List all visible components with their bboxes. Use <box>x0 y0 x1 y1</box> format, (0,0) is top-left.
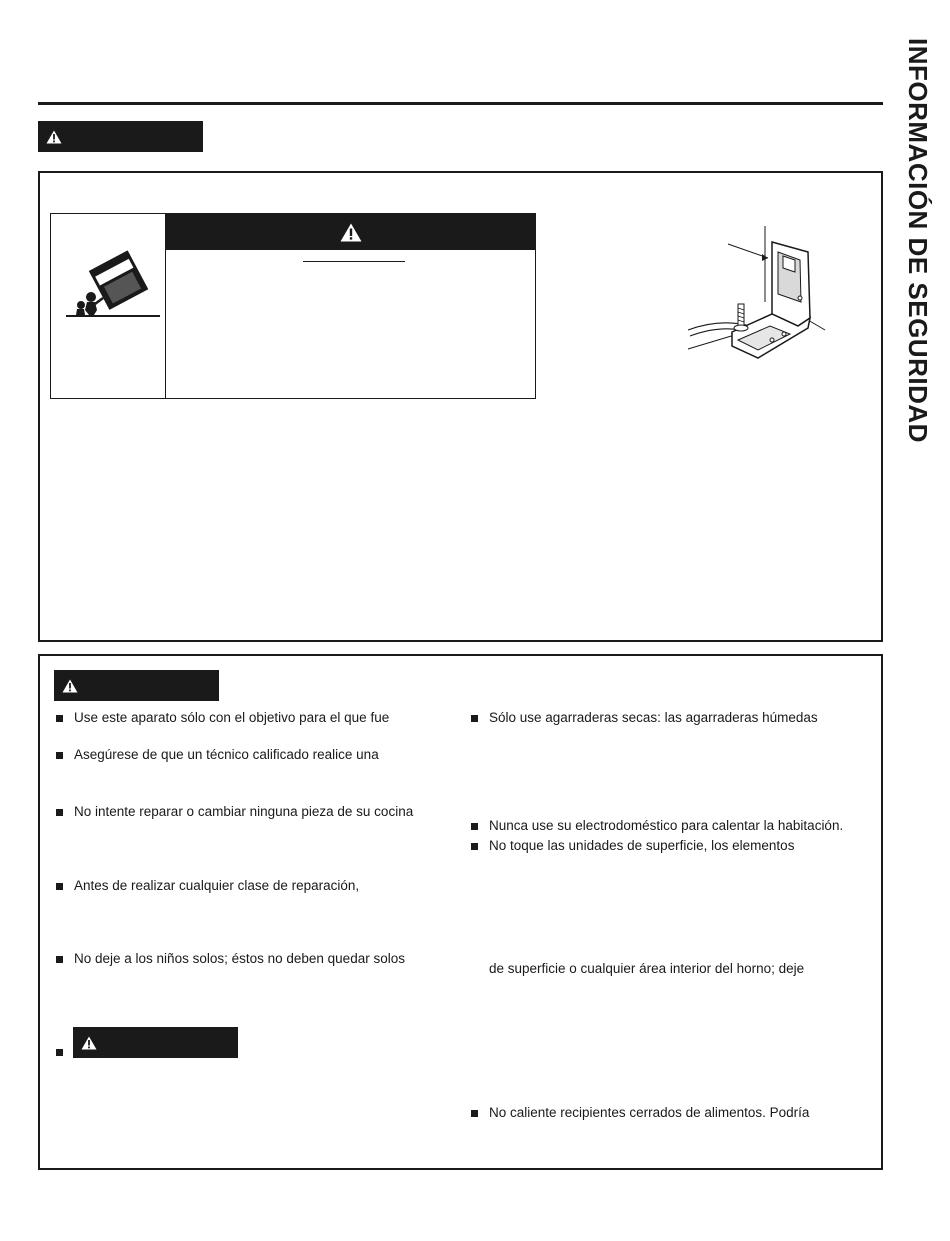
bullet-icon <box>471 715 478 722</box>
list-item: No deje a los niños solos; éstos no deben quedar solos <box>74 951 405 966</box>
warning-label-safety <box>54 670 219 701</box>
tip-over-warning-box <box>50 213 536 399</box>
list-item: Nunca use su electrodoméstico para calentar la habitación. <box>489 818 844 833</box>
bullet-icon <box>56 883 63 890</box>
warning-triangle-icon <box>340 223 362 242</box>
list-item: Sólo use agarraderas secas: las agarraderas húmedas <box>489 710 818 725</box>
warning-header-bar <box>166 214 535 250</box>
heading-underline <box>303 261 405 262</box>
bullet-icon <box>471 823 478 830</box>
safety-instructions-section <box>38 654 883 1170</box>
header-rule <box>38 102 883 105</box>
list-item: No caliente recipientes cerrados de alimentos. Podría <box>489 1105 810 1120</box>
list-item: Antes de realizar cualquier clase de reparación, <box>74 878 360 893</box>
tip-over-picture-cell <box>51 214 166 398</box>
list-item: No toque las unidades de superficie, los elementos <box>489 838 795 853</box>
anti-tip-bracket-illustration <box>680 222 840 372</box>
bullet-icon <box>56 752 63 759</box>
list-item-continuation: de superficie o cualquier área interior del horno; deje <box>489 961 805 976</box>
warning-label-inline <box>73 1027 238 1058</box>
bullet-icon <box>471 1110 478 1117</box>
tip-over-hazard-icon <box>51 214 166 398</box>
section-side-title: INFORMACIÓN DE SEGURIDAD <box>903 38 933 443</box>
bullet-icon <box>56 715 63 722</box>
bullet-icon <box>471 843 478 850</box>
warning-triangle-icon <box>81 1036 97 1050</box>
bullet-icon <box>56 1049 63 1056</box>
list-item: Asegúrese de que un técnico calificado realice una <box>74 747 379 762</box>
warning-label-top <box>38 121 203 152</box>
bullet-icon <box>56 809 63 816</box>
list-item: Use este aparato sólo con el objetivo para el que fue <box>74 710 390 725</box>
bullet-icon <box>56 956 63 963</box>
warning-triangle-icon <box>46 130 62 144</box>
warning-triangle-icon <box>62 679 78 693</box>
list-item: No intente reparar o cambiar ninguna pieza de su cocina <box>74 804 414 819</box>
